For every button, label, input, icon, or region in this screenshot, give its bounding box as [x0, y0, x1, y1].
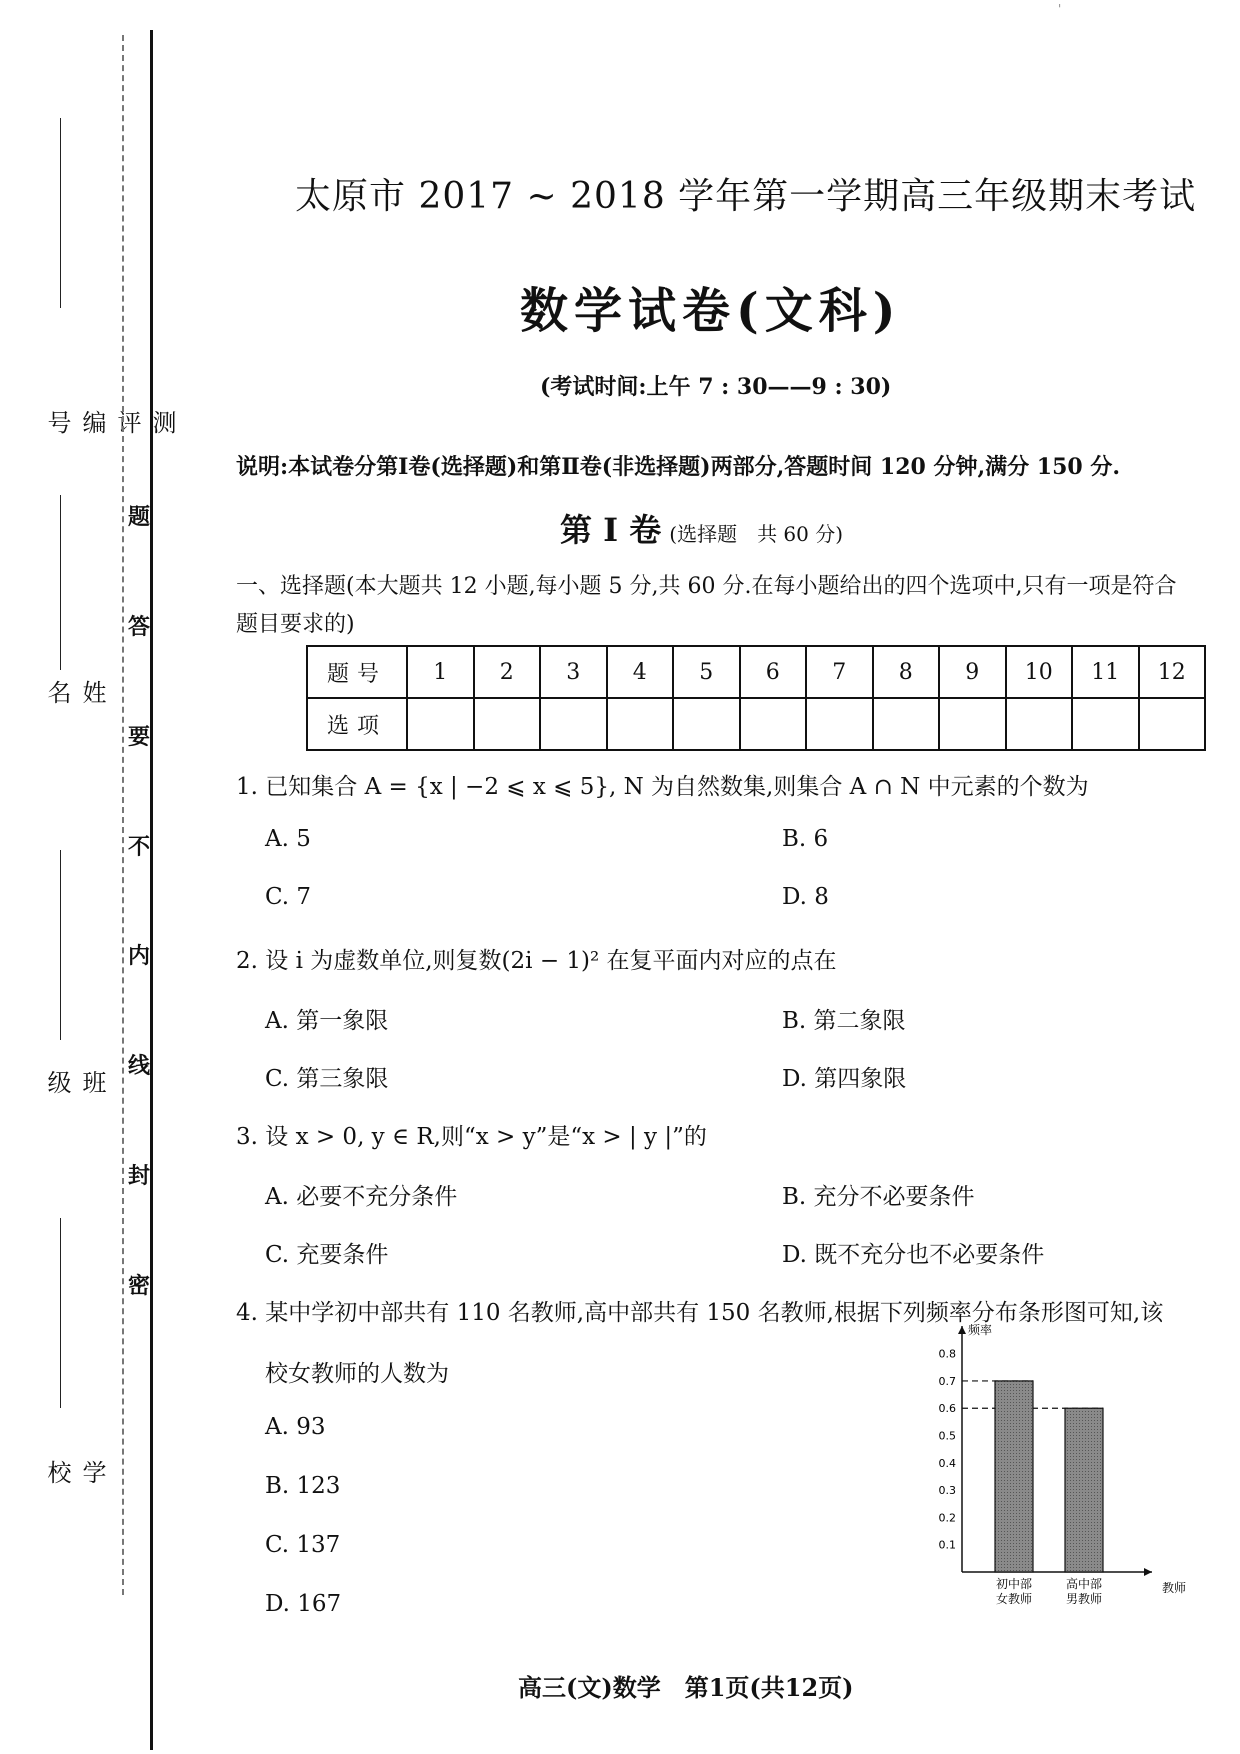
table-cell-number: 4 [607, 646, 674, 698]
question-3-option-d: D. 既不充分也不必要条件 [782, 1242, 1045, 1268]
chart-ytick-label: 0.2 [938, 1511, 956, 1525]
table-row-label: 题号 [307, 646, 407, 698]
answer-cell[interactable] [873, 698, 940, 750]
chart-ytick-label: 0.5 [938, 1429, 956, 1443]
chart-ytick-label: 0.7 [938, 1374, 956, 1388]
question-2-stem: 2. 设 i 为虚数单位,则复数(2i − 1)² 在复平面内对应的点在 [236, 948, 837, 974]
chart-category-label: 高中部 [1065, 1577, 1103, 1591]
seal-warning [124, 500, 154, 1300]
table-row-label: 选项 [307, 698, 407, 750]
seal-char: 答 [127, 613, 150, 640]
table-cell-number: 1 [407, 646, 474, 698]
question-1-option-c: C. 7 [265, 884, 312, 910]
answer-cell[interactable] [1139, 698, 1206, 750]
answer-table-row-options [307, 698, 1205, 750]
table-cell-number: 12 [1139, 646, 1206, 698]
chart-ytick-label: 0.6 [938, 1402, 956, 1416]
exam-time: (考试时间:上午 7 : 30——9 : 30) [540, 374, 892, 400]
answer-cell[interactable] [407, 698, 474, 750]
answer-table [306, 645, 1206, 751]
chart-y-arrow [958, 1326, 966, 1334]
answer-cell[interactable] [474, 698, 541, 750]
table-cell-number: 8 [873, 646, 940, 698]
question-4-stem: 4. 某中学初中部共有 110 名教师,高中部共有 150 名教师,根据下列频率分布条形图可知,该 [236, 1300, 1164, 1326]
table-cell-number: 7 [806, 646, 873, 698]
chart-bar [1065, 1408, 1103, 1572]
question-1-option-d: D. 8 [782, 884, 829, 910]
chart-xlabel: 教师 [1161, 1581, 1187, 1595]
question-3-option-b: B. 充分不必要条件 [782, 1184, 975, 1210]
seal-char: 线 [127, 1053, 150, 1080]
exam-note: 说明:本试卷分第Ⅰ卷(选择题)和第Ⅱ卷(非选择题)两部分,答题时间 120 分钟,满分 150 分. [236, 454, 1121, 480]
subject-title: 数学试卷(文科) [520, 283, 902, 339]
field-label: 学校 [43, 1460, 106, 1490]
question-4-option-d: D. 167 [265, 1591, 342, 1617]
table-cell-number: 11 [1072, 646, 1139, 698]
section-instruction: 一、选择题(本大题共 12 小题,每小题 5 分,共 60 分.在每小题给出的四个选项中,只有一项是符合题目要求的) [236, 574, 1177, 637]
question-2-option-b: B. 第二象限 [782, 1008, 906, 1034]
question-2-option-a: A. 第一象限 [265, 1008, 389, 1034]
seal-char: 密 [127, 1272, 150, 1299]
chart-category-label: 男教师 [1065, 1592, 1103, 1606]
question-2-option-c: C. 第三象限 [265, 1066, 389, 1092]
answer-cell[interactable] [607, 698, 674, 750]
chart-category-label: 女教师 [995, 1592, 1033, 1606]
answer-cell[interactable] [740, 698, 807, 750]
page-footer: 高三(文)数学 第1页(共12页) [518, 1673, 854, 1702]
chart-ytick-label: 0.1 [938, 1538, 956, 1552]
chart-ytick-label: 0.8 [938, 1347, 956, 1361]
question-4-option-c: C. 137 [265, 1532, 341, 1558]
table-cell-number: 6 [740, 646, 807, 698]
part-label: 第 Ⅰ 卷 [560, 511, 662, 549]
answer-cell[interactable] [1006, 698, 1073, 750]
field-line-cepingbianhao [60, 118, 61, 308]
seal-char: 不 [127, 833, 150, 860]
part-sub: (选择题 共 60 分) [669, 522, 844, 546]
answer-cell[interactable] [806, 698, 873, 750]
seal-char: 内 [127, 943, 150, 970]
seal-char: 封 [127, 1163, 150, 1190]
field-label: 姓名 [43, 680, 106, 710]
field-label: 班级 [43, 1070, 106, 1100]
answer-cell[interactable] [673, 698, 740, 750]
question-3-option-c: C. 充要条件 [265, 1242, 389, 1268]
table-cell-number: 3 [540, 646, 607, 698]
field-line-xuexiao [60, 1218, 61, 1408]
seal-char: 题 [127, 504, 150, 530]
part-heading [560, 505, 843, 551]
corner-mark: ' [1058, 2, 1062, 16]
question-1-option-a: A. 5 [265, 826, 311, 852]
question-4-option-a: A. 93 [265, 1414, 326, 1440]
field-label: 测评编号 [43, 410, 176, 440]
table-cell-number: 2 [474, 646, 541, 698]
chart-category-label: 初中部 [995, 1577, 1033, 1591]
table-cell-number: 9 [939, 646, 1006, 698]
question-4-stem-cont: 校女教师的人数为 [265, 1361, 449, 1387]
field-line-banji [60, 850, 61, 1040]
question-4-option-b: B. 123 [265, 1473, 341, 1499]
question-1-option-b: B. 6 [782, 826, 829, 852]
field-line-xingming [60, 495, 61, 670]
answer-cell[interactable] [1072, 698, 1139, 750]
answer-cell[interactable] [939, 698, 1006, 750]
question-3-option-a: A. 必要不充分条件 [265, 1184, 458, 1210]
chart-x-arrow [1144, 1568, 1152, 1576]
table-cell-number: 10 [1006, 646, 1073, 698]
question-2-option-d: D. 第四象限 [782, 1066, 907, 1092]
frequency-bar-chart [920, 1318, 1220, 1620]
seal-char: 要 [127, 723, 150, 750]
chart-ylabel: 频率 [968, 1323, 993, 1337]
answer-cell[interactable] [540, 698, 607, 750]
table-cell-number: 5 [673, 646, 740, 698]
question-1-stem: 1. 已知集合 A = {x | −2 ⩽ x ⩽ 5}, N 为自然数集,则集合 A ∩ N 中元素的个数为 [236, 774, 1089, 800]
chart-bar [995, 1381, 1033, 1572]
chart-ytick-label: 0.3 [938, 1484, 956, 1498]
question-3-stem: 3. 设 x > 0, y ∈ R,则“x > y”是“x > | y |”的 [236, 1124, 707, 1150]
answer-table-row-numbers [307, 646, 1205, 698]
chart-ytick-label: 0.4 [938, 1456, 956, 1470]
exam-title: 太原市 2017 ~ 2018 学年第一学期高三年级期末考试 [295, 176, 1197, 217]
